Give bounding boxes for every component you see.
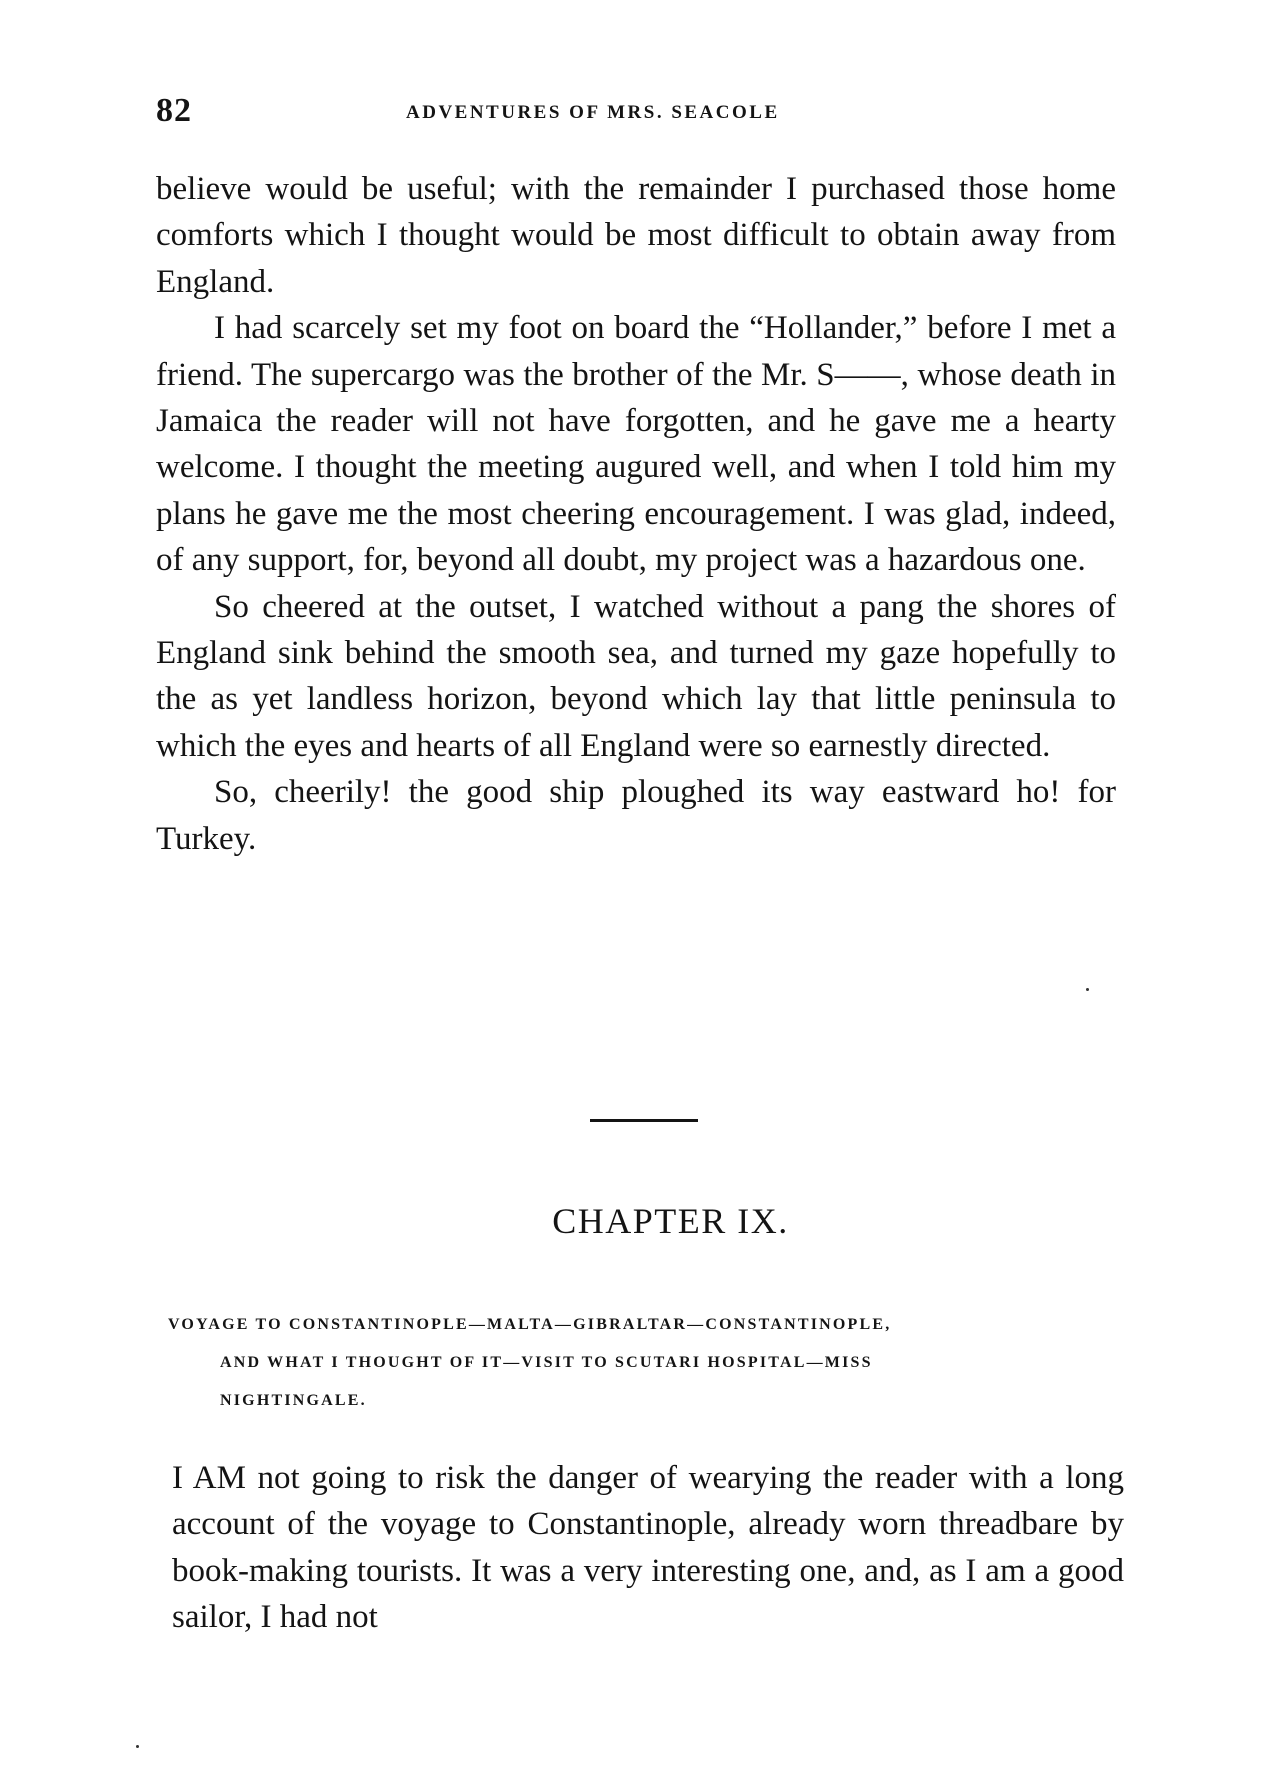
paragraph: I AM not going to risk the danger of wearying the reader with a long account of the voyage to Constantinople, already worn threadbare by book-making tourists. It was a very interesting one, and, as I am a good sailor, I had not	[172, 1460, 1124, 1636]
paragraph: So, cheerily! the good ship ploughed its way eastward ho! for Turkey.	[156, 774, 1116, 857]
paragraph: So cheered at the outset, I watched without a pang the shores of England sink behind the smooth sea, and turned my gaze hopefully to the as yet landless horizon, beyond which lay that little peninsula to which the eyes and hearts of all England were so earnestly directed.	[156, 588, 1116, 764]
print-speck	[1086, 988, 1089, 991]
page-header	[156, 92, 1111, 132]
chapter-summary-line: VOYAGE TO CONSTANTINOPLE—MALTA—GIBRALTAR—CONSTANTINOPLE,	[168, 1316, 892, 1333]
chapter-summary-line: AND WHAT I THOUGHT OF IT—VISIT TO SCUTARI HOSPITAL—MISS	[220, 1354, 873, 1371]
page-number: 82	[156, 92, 192, 129]
chapter-summary	[168, 1306, 1123, 1420]
chapter-opening-text	[172, 1455, 1124, 1641]
chapter-title: CHAPTER IX.	[552, 1201, 789, 1241]
body-text	[156, 166, 1116, 862]
print-speck	[136, 1745, 139, 1748]
paragraph: believe would be useful; with the remainder I purchased those home comforts which I thought would be most difficult to obtain away from England.	[156, 171, 1116, 300]
paragraph: I had scarcely set my foot on board the “Hollander,” before I met a friend. The supercargo was the brother of the Mr. S——, whose death in Jamaica the reader will not have forgotten, and he gave me a hearty welcome. I thought the meeting augured well, and when I told him my plans he gave me the most cheering encouragement. I was glad, indeed, of any support, for, beyond all doubt, my project was a hazardous one.	[156, 310, 1116, 579]
running-head: ADVENTURES OF MRS. SEACOLE	[406, 102, 780, 123]
chapter-summary-line: NIGHTINGALE.	[220, 1392, 367, 1409]
section-divider	[590, 1119, 698, 1122]
